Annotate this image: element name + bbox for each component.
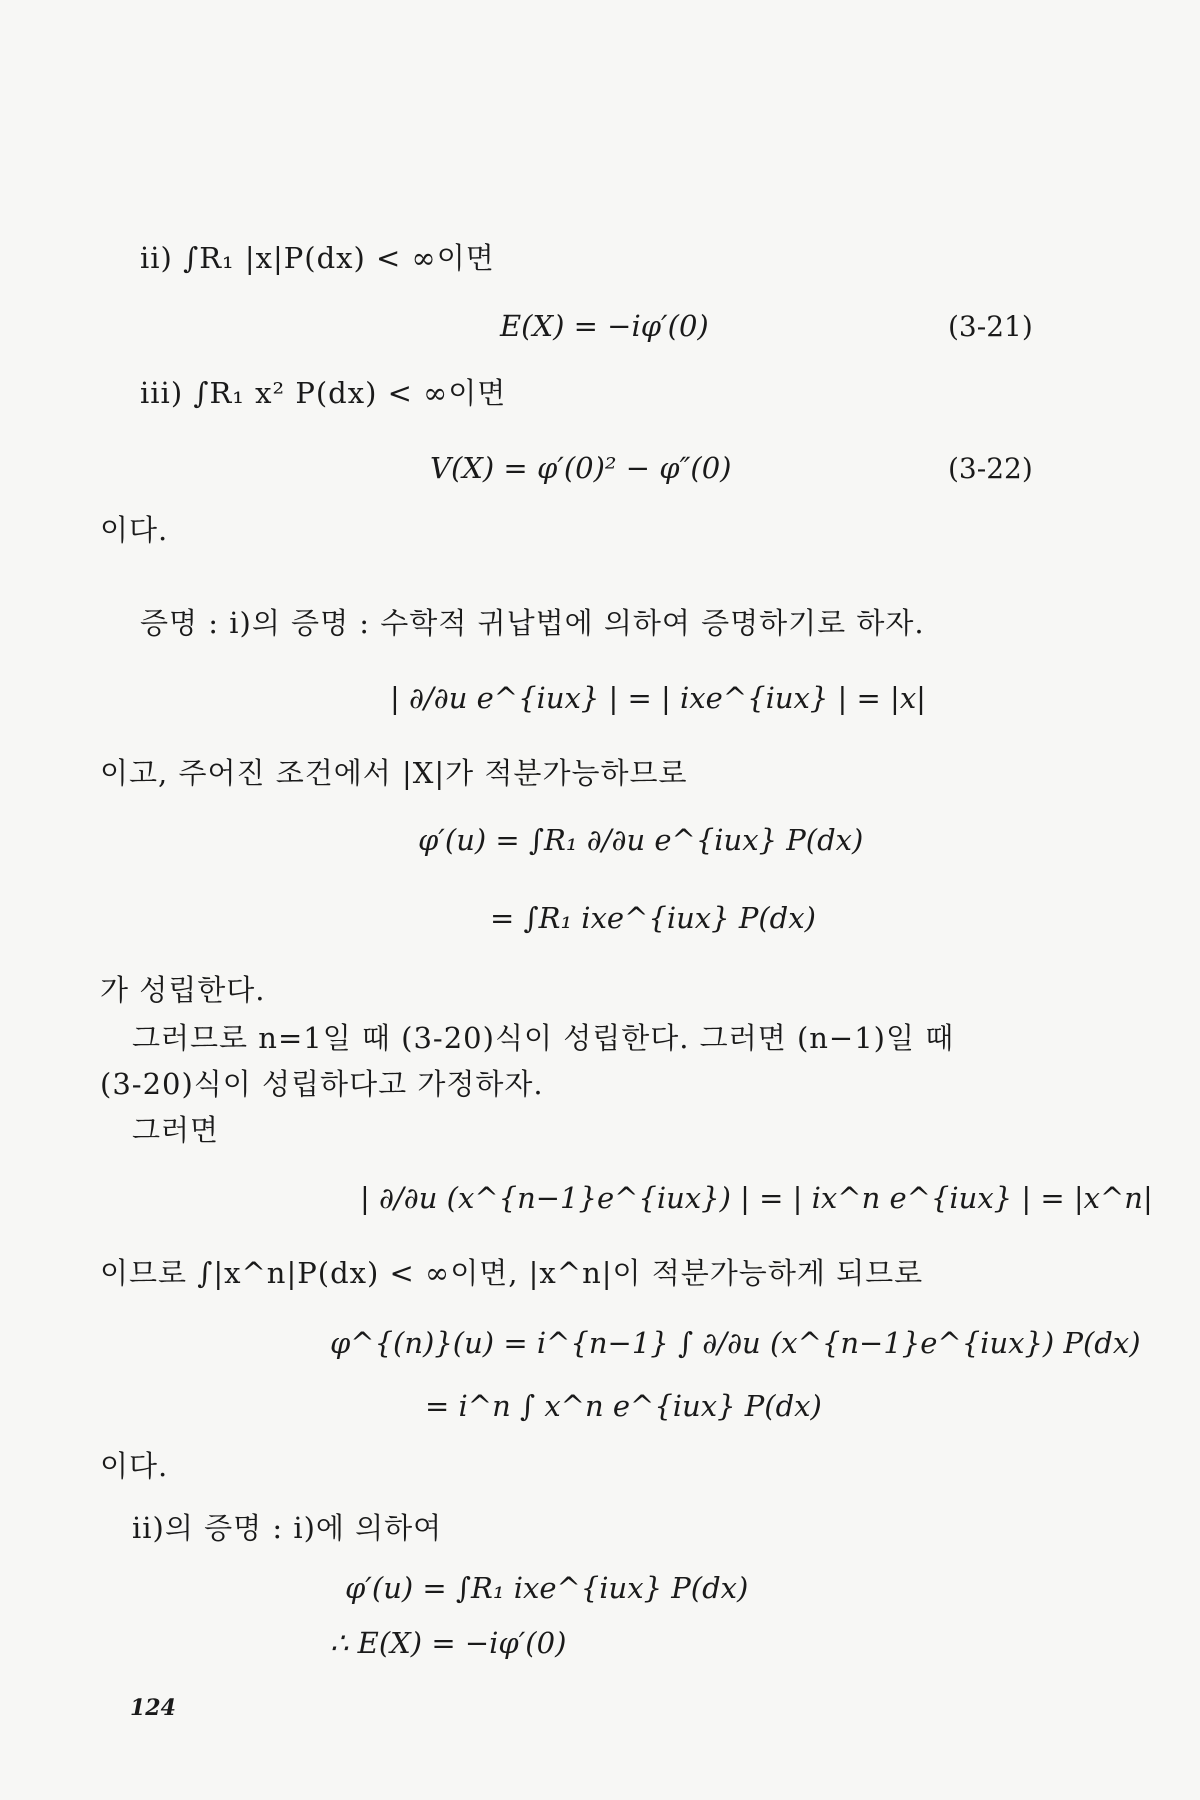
text-then: 그러면 (132, 1113, 220, 1147)
equation-number-3-21: (3-21) (948, 310, 1033, 343)
proof-i-heading: 증명 : i)의 증명 : 수학적 귀납법에 의하여 증명하기로 하자. (140, 606, 925, 640)
text-holds: 가 성립한다. (100, 973, 266, 1007)
text-condition-integrable: 이고, 주어진 조건에서 |X|가 적분가능하므로 (100, 756, 688, 790)
text-induction-step: 그러므로 n=1일 때 (3-20)식이 성립한다. 그러면 (n−1)일 때 (132, 1021, 955, 1055)
equation-phi-prime-3: φ′(u) = ∫R₁ ixe^{iux} P(dx) (345, 1571, 749, 1605)
text-therefore-integrable: 이므로 ∫|x^n|P(dx) < ∞이면, |x^n|이 적분가능하게 되므로 (100, 1256, 924, 1290)
equation-phi-prime-2: = ∫R₁ ixe^{iux} P(dx) (490, 901, 816, 935)
item-iii-condition: iii) ∫R₁ x² P(dx) < ∞이면 (140, 376, 507, 410)
equation-expectation: E(X) = −iφ′(0) (500, 309, 709, 343)
equation-number-3-22: (3-22) (948, 452, 1033, 485)
text-ida-1: 이다. (100, 513, 169, 547)
item-ii-condition: ii) ∫R₁ |x|P(dx) < ∞이면 (140, 241, 495, 275)
equation-phi-n-1: φ^{(n)}(u) = i^{n−1} ∫ ∂/∂u (x^{n−1}e^{iux}) P(dx) (330, 1326, 1141, 1360)
equation-derivative-abs-n: | ∂/∂u (x^{n−1}e^{iux}) | = | ix^n e^{iux} | = |x^n| (360, 1181, 1153, 1215)
text-assumption: (3-20)식이 성립하다고 가정하자. (100, 1067, 544, 1101)
proof-ii-heading: ii)의 증명 : i)에 의하여 (132, 1511, 443, 1545)
equation-variance: V(X) = φ′(0)² − φ″(0) (430, 451, 732, 485)
text-ida-2: 이다. (100, 1449, 169, 1483)
page-number: 124 (130, 1695, 176, 1721)
equation-derivative-abs: | ∂/∂u e^{iux} | = | ixe^{iux} | = |x| (390, 681, 926, 715)
equation-expectation-result: ∴ E(X) = −iφ′(0) (330, 1626, 567, 1660)
equation-phi-n-2: = i^n ∫ x^n e^{iux} P(dx) (425, 1389, 822, 1423)
equation-phi-prime-1: φ′(u) = ∫R₁ ∂/∂u e^{iux} P(dx) (418, 823, 864, 857)
